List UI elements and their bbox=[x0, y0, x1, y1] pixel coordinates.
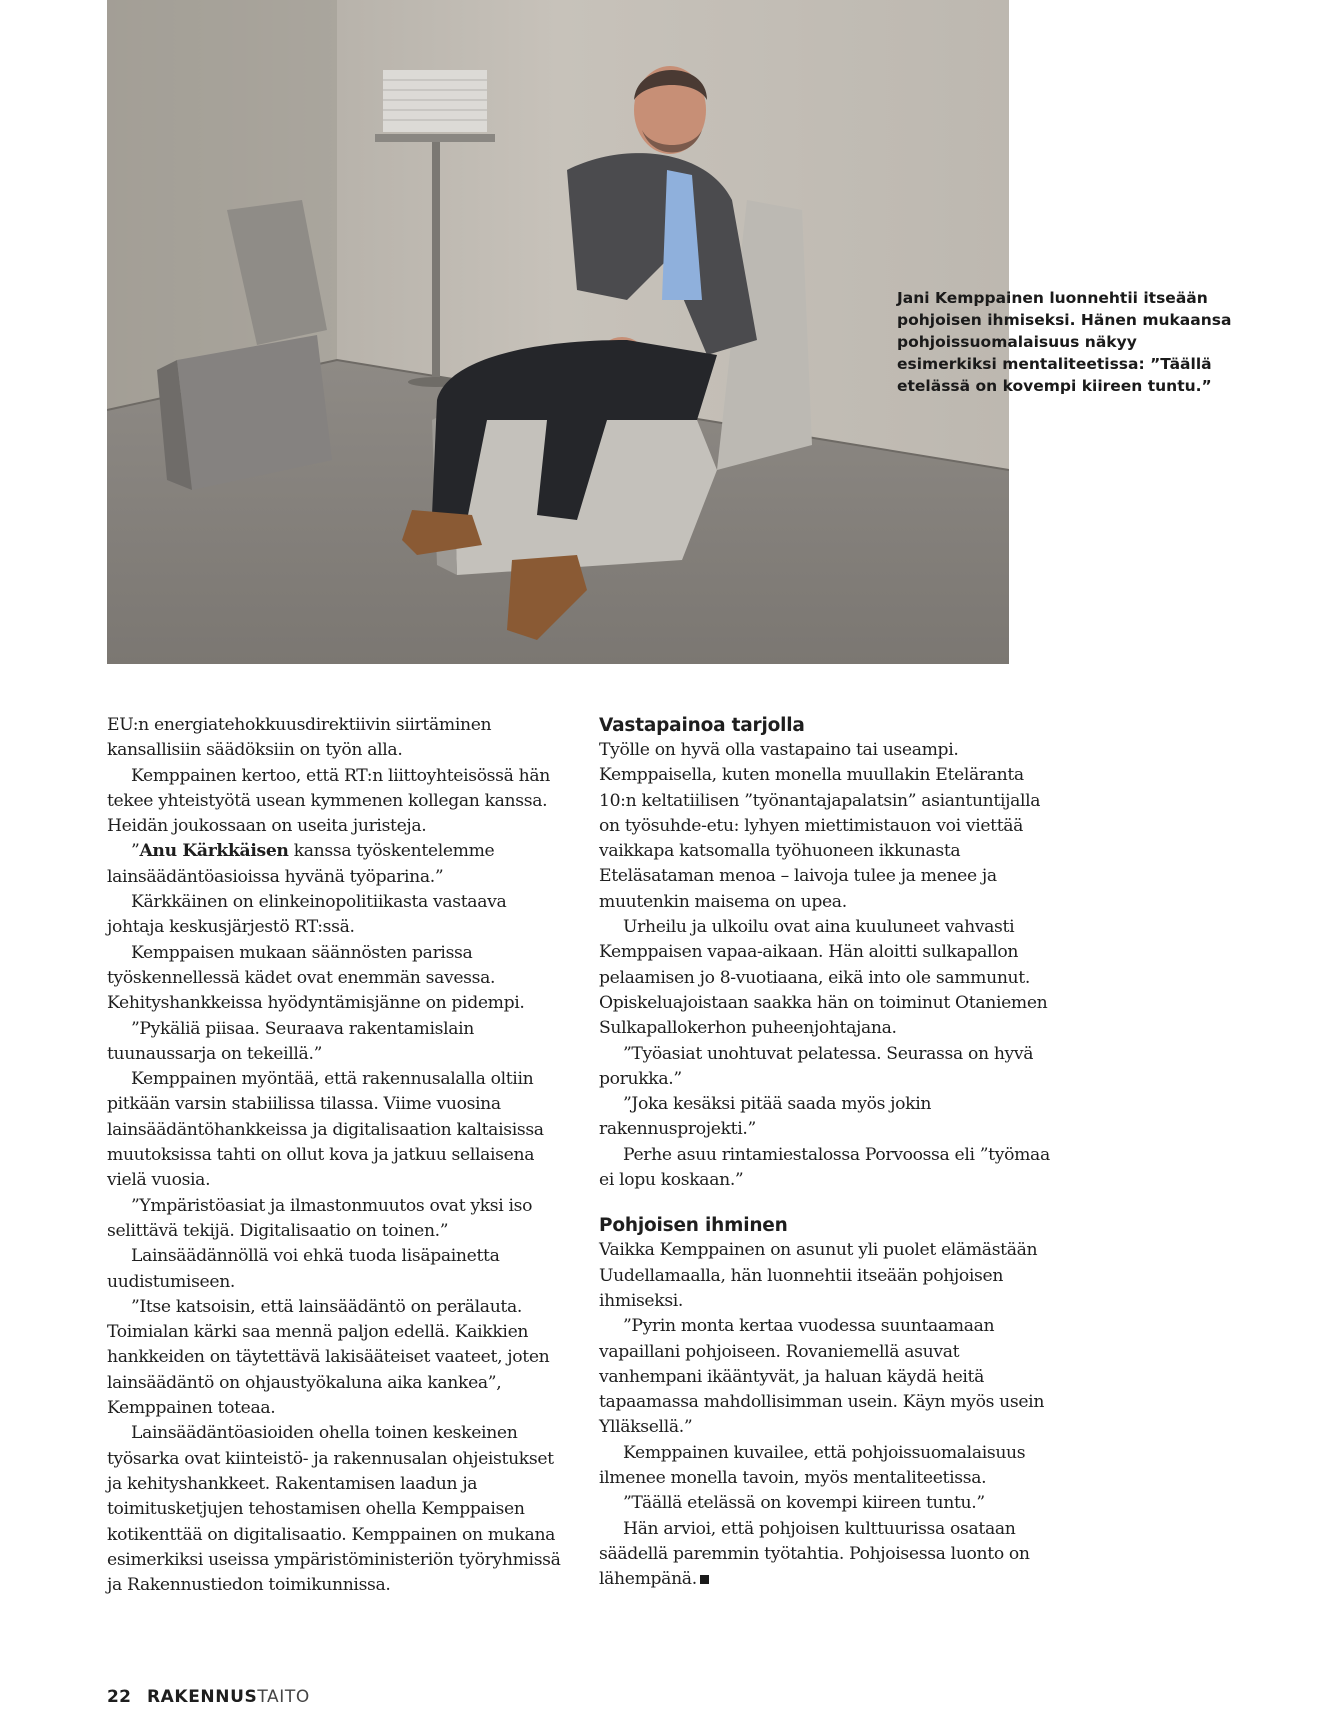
right-text-column bbox=[599, 713, 1061, 1593]
page-footer bbox=[107, 1687, 310, 1707]
paragraph: Vaikka Kemppainen on asunut yli puolet elämästään Uudellamaalla, hän luonnehtii itseään pohjoisen ihmiseksi. bbox=[599, 1240, 1038, 1311]
paragraph: ”Itse katsoisin, että lainsäädäntö on perälauta. Toimialan kärki saa mennä paljon edellä. Kaikkien hankkeiden on täytettävä lakisääteiset vaateet, joten lainsäädäntö on ohjaustyökaluna aika kankea”, Kemppainen toteaa. bbox=[107, 1296, 550, 1419]
portrait-photo-illustration bbox=[107, 0, 1009, 664]
paragraph: Urheilu ja ulkoilu ovat aina kuuluneet vahvasti Kemppaisen vapaa-aikaan. Hän aloitti sulkapallon pelaamisen jo 8-vuotiaana, eikä into ole sammunut. Opiskeluajoistaan saakka hän on toiminut Otaniemen Sulkapallokerhon puheenjohtajana. bbox=[599, 917, 1048, 1039]
paragraph-quote bbox=[107, 839, 567, 890]
final-text: Hän arvioi, että pohjoisen kulttuurissa osataan säädellä paremmin työtahtia. Pohjoisessa luonto on lähempänä. bbox=[599, 1518, 1030, 1590]
paragraph: EU:n energiatehokkuusdirektiivin siirtäminen kansallisiin säädöksiin on työn alla. bbox=[107, 715, 492, 761]
page-number: 22 bbox=[107, 1687, 132, 1707]
paragraph: Kemppainen kertoo, että RT:n liittoyhteisössä hän tekee yhteistyötä usean kymmenen kollegan kanssa. Heidän joukossaan on useita juristeja. bbox=[107, 765, 550, 837]
paragraph: Kemppainen kuvailee, että pohjoissuomalaisuus ilmenee monella tavoin, myös mentaliteetissa. bbox=[599, 1442, 1026, 1489]
paragraph: Työlle on hyvä olla vastapaino tai useampi. Kemppaisella, kuten monella muullakin Eteläranta 10:n keltatiilisen ”työnantajapalatsin” asiantuntijalla on työsuhde-etu: lyhyen miettimistauon voi viettää vaikkapa katsomalla työhuoneen ikkunasta Eteläsataman menoa – laivoja tulee ja menee ja muutenkin maisema on upea. bbox=[599, 740, 1041, 912]
photo-caption: Jani Kemppainen luonnehtii itseään pohjoisen ihmiseksi. Hänen mukaansa pohjoissuomalaisuus näkyy esimerkiksi mentaliteetissa: ”Täällä etelässä on kovempi kiireen tuntu.” bbox=[897, 289, 1232, 395]
quote-rest: kanssa työskentelemme lainsäädäntöasioissa hyvänä työparina.” bbox=[107, 841, 495, 887]
portrait-photo bbox=[107, 0, 1009, 664]
paragraph-final bbox=[599, 1517, 1061, 1593]
magazine-brand-bold: RAKENNUS bbox=[146, 1687, 258, 1707]
paragraph: Lainsäädäntöasioiden ohella toinen keskeinen työsarka ovat kiinteistö- ja rakennusalan ohjeistukset ja kehityshankkeet. Rakentamisen laadun ja toimitusketjujen tehostamisen ohella Kemppaisen kotikenttää on digitalisaatio. Kemppainen on mukana esimerkiksi useissa ympäristöministeriön työryhmissä ja Rakennustiedon toimikunnissa. bbox=[107, 1423, 561, 1596]
paragraph: Kemppaisen mukaan säännösten parissa työskennellessä kädet ovat enemmän savessa. Kehityshankkeissa hyödyntämisjänne on pidempi. bbox=[107, 942, 525, 1014]
paragraph: ”Joka kesäksi pitää saada myös jokin rakennusprojekti.” bbox=[599, 1094, 932, 1140]
paragraph: Kärkkäinen on elinkeinopolitiikasta vastaava johtaja keskusjärjestö RT:ssä. bbox=[107, 892, 507, 938]
paragraph: ”Ympäristöasiat ja ilmastonmuutos ovat yksi iso selittävä tekijä. Digitalisaatio on toinen.” bbox=[107, 1195, 533, 1241]
paragraph: Perhe asuu rintamiestalossa Porvoossa eli ”työmaa ei lopu koskaan.” bbox=[599, 1144, 1050, 1191]
magazine-brand-light: TAITO bbox=[257, 1687, 310, 1707]
left-text-column bbox=[107, 713, 567, 1598]
quote-open: ” bbox=[131, 841, 140, 862]
bold-name: Anu Kärkkäisen bbox=[139, 841, 289, 862]
end-of-article-mark bbox=[700, 1575, 709, 1584]
paragraph: ”Työasiat unohtuvat pelatessa. Seurassa on hyvä porukka.” bbox=[599, 1043, 1034, 1089]
paragraph: ”Pykäliä piisaa. Seuraava rakentamislain tuunaussarja on tekeillä.” bbox=[107, 1018, 475, 1064]
paragraph: Lainsäädännöllä voi ehkä tuoda lisäpainetta uudistumiseen. bbox=[107, 1246, 500, 1292]
paragraph: ”Täällä etelässä on kovempi kiireen tuntu.” bbox=[623, 1493, 985, 1514]
section-heading-pohjoisen: Pohjoisen ihminen bbox=[599, 1215, 788, 1237]
section-heading-vastapainoa: Vastapainoa tarjolla bbox=[599, 715, 805, 736]
paragraph: ”Pyrin monta kertaa vuodessa suuntaamaan vapaillani pohjoiseen. Rovaniemellä asuvat vanhempani ikääntyvät, ja haluan käydä heitä tapaamassa mahdollisimman usein. Käyn myös usein Ylläksellä.” bbox=[599, 1316, 1045, 1438]
paragraph: Kemppainen myöntää, että rakennusalalla oltiin pitkään varsin stabiilissa tilassa. Viime vuosina lainsäädäntöhankkeissa ja digitalisaation kaltaisissa muutoksissa tahti on ollut kova ja jatkuu sellaisena vielä vuosia. bbox=[107, 1069, 544, 1191]
